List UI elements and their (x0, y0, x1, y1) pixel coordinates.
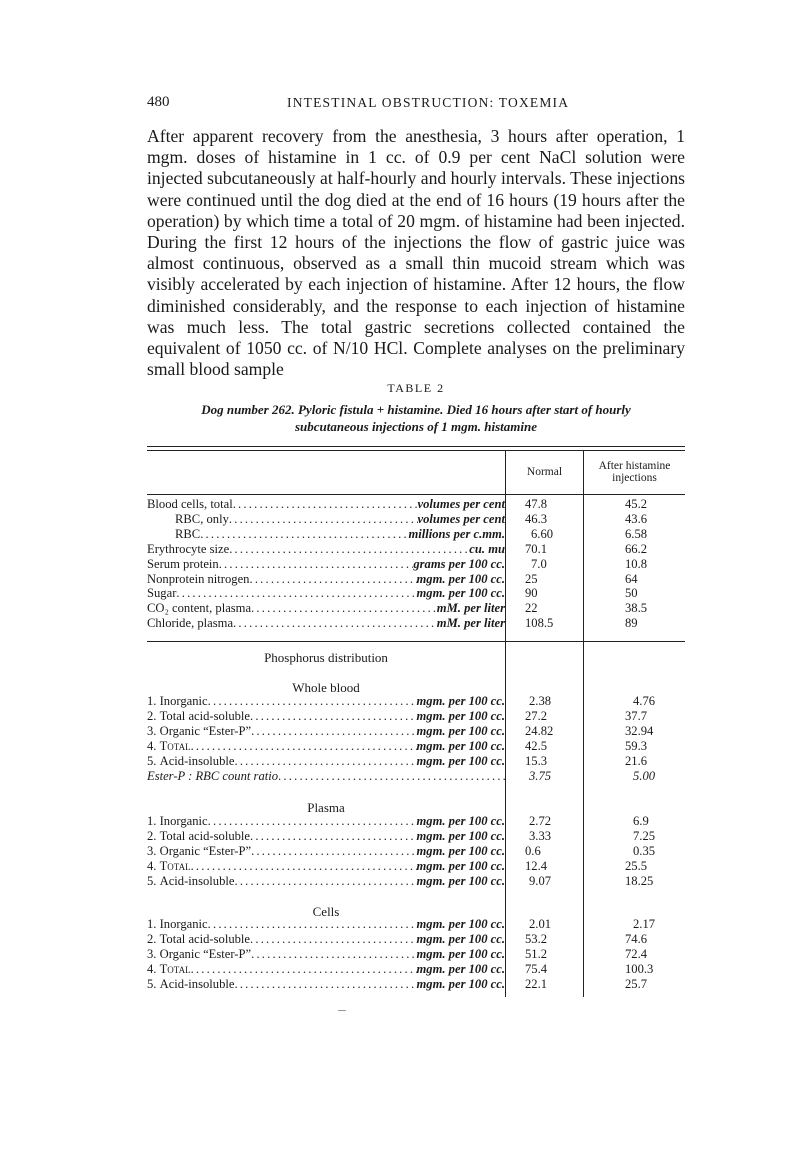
value-after: 72.4 (625, 946, 648, 961)
row-unit: mgm. per 100 cc. (416, 976, 505, 991)
row-number: 1. (147, 917, 157, 931)
row-number: 3. (147, 843, 157, 858)
table-caption: TABLE 2 (387, 381, 445, 395)
leader-dots (234, 977, 416, 992)
row-label (147, 724, 251, 739)
row-label-group (147, 917, 505, 932)
row-number: 2. (147, 828, 157, 843)
row-label (147, 709, 250, 724)
row-label-group (147, 874, 505, 889)
value-after: 74.6 (625, 931, 648, 946)
row-label-group (147, 572, 505, 587)
row-label (147, 947, 251, 962)
row-label (147, 616, 233, 631)
row-unit: mgm. per 100 cc. (416, 946, 505, 961)
value-after: 37.7 (625, 708, 648, 723)
table-row (147, 917, 685, 932)
table-row (147, 527, 685, 542)
row-label (147, 694, 208, 709)
row-label-text: Organic “Ester-P” (159, 843, 252, 858)
row-label (147, 874, 234, 889)
value-after: 10.8 (625, 556, 648, 571)
row-label-text: Inorganic (159, 814, 208, 828)
value-after: 66.2 (625, 541, 648, 556)
row-label (147, 769, 278, 784)
value-normal: 6.60 (531, 526, 554, 541)
row-label-text: Blood cells, total (147, 497, 233, 511)
value-normal: 15.3 (525, 753, 548, 768)
value-after: 25.7 (625, 976, 648, 991)
body-paragraph: After apparent recovery from the anesthesia, 3 hours after operation, 1 mgm. doses of histamine in 1 cc. of 0.9 per cent NaCl solution were injected subcutaneously at half-hourly and hourly intervals. These injections were continued until the dog died at the end of 16 hours (19 hours after the operation) by which time a total of 20 mgm. of histamine had been injected. During the first 12 hours of the injections the flow of gastric juice was almost continuous, observed as a small thin mucoid stream which was visibly accelerated by each injection of histamine. After 12 hours, the flow diminished considerably, and the response to each injection of histamine was much less. The total gastric secretions collected contained the equivalent of 1050 cc. of N/10 HCl. Complete analyses on the preliminary small blood sample (147, 126, 685, 380)
row-label-text: Acid-insoluble (159, 753, 235, 768)
value-normal: 22.1 (525, 976, 548, 991)
leader-dots (229, 542, 469, 557)
row-label-group (147, 601, 505, 616)
row-label-text: Total (159, 961, 191, 976)
row-unit: mgm. per 100 cc. (416, 873, 505, 888)
row-label-text: Sugar (147, 586, 177, 601)
row-unit: mgm. per 100 cc. (416, 931, 505, 946)
table-top-rule (147, 446, 685, 447)
row-unit: mgm. per 100 cc. (416, 814, 505, 828)
row-label (147, 844, 251, 859)
row-label (147, 917, 208, 932)
row-label-text: CO₂ content, plasma (147, 601, 252, 616)
row-label-group (147, 709, 505, 724)
row-label (147, 859, 191, 874)
row-label-text: Acid-insoluble (159, 976, 235, 991)
row-number: 3. (147, 946, 157, 961)
value-normal: 7.0 (531, 556, 547, 571)
footer-mark (338, 1010, 346, 1011)
row-unit: mgm. per 100 cc. (416, 708, 505, 723)
table-row (147, 814, 685, 829)
column-header-line: After histamine (598, 460, 671, 472)
row-label-text: Serum protein (147, 556, 219, 571)
row-number: 5. (147, 873, 157, 888)
value-after: 21.6 (625, 753, 648, 768)
row-label-text: Acid-insoluble (159, 873, 235, 888)
value-after: 50 (625, 586, 638, 601)
value-after: 7.25 (633, 828, 656, 843)
value-normal: 0.6 (525, 843, 541, 858)
row-label (175, 512, 229, 527)
row-unit: mgm. per 100 cc. (416, 738, 505, 753)
row-label-text: Inorganic (159, 917, 208, 931)
value-normal: 70.1 (525, 541, 548, 556)
row-label-group (147, 977, 505, 992)
row-label-text: Inorganic (159, 694, 208, 708)
table-row (147, 947, 685, 962)
leader-dots (251, 724, 416, 739)
table-row (147, 739, 685, 754)
leader-dots (208, 917, 417, 932)
row-unit: mgm. per 100 cc. (416, 753, 505, 768)
value-normal: 25 (525, 571, 538, 586)
leader-dots (251, 844, 416, 859)
leader-dots (208, 814, 417, 829)
row-number: 2. (147, 708, 157, 723)
row-label-group (147, 512, 505, 527)
table-subtitle (147, 402, 685, 435)
value-after: 6.58 (625, 526, 648, 541)
value-normal: 27.2 (525, 708, 548, 723)
row-label-text: Organic “Ester-P” (159, 723, 252, 738)
value-normal: 75.4 (525, 961, 548, 976)
value-after: 5.00 (633, 768, 656, 783)
value-after: 59.3 (625, 738, 648, 753)
table-section-rule (147, 641, 685, 642)
table-row (147, 512, 685, 527)
row-label-text: Total (159, 858, 191, 873)
table-row (147, 977, 685, 992)
leader-dots (250, 709, 416, 724)
row-unit: mgm. per 100 cc. (416, 694, 505, 708)
row-unit: mgm. per 100 cc. (416, 723, 505, 738)
row-label-text: Ester-P : RBC count ratio (147, 768, 279, 783)
value-normal: 2.01 (529, 917, 552, 931)
section-heading-whole-blood: Whole blood (292, 680, 360, 695)
row-number: 4. (147, 738, 157, 753)
leader-dots (191, 859, 417, 874)
row-unit: mgm. per 100 cc. (416, 858, 505, 873)
value-after: 100.3 (625, 961, 654, 976)
row-label-text: Total acid-soluble (159, 828, 251, 843)
row-unit: mgm. per 100 cc. (416, 571, 505, 586)
leader-dots (191, 962, 417, 977)
value-after: 25.5 (625, 858, 648, 873)
row-label-text: Organic “Ester-P” (159, 946, 252, 961)
row-label-group (147, 694, 505, 709)
value-normal: 108.5 (525, 616, 554, 631)
row-unit: mgm. per 100 cc. (416, 843, 505, 858)
leader-dots (249, 572, 416, 587)
row-label-text: Nonprotein nitrogen (147, 571, 250, 586)
table-row (147, 694, 685, 709)
leader-dots (278, 769, 505, 784)
value-after: 89 (625, 616, 638, 631)
row-label-group (147, 724, 505, 739)
value-after: 18.25 (625, 873, 654, 888)
value-normal: 90 (525, 586, 538, 601)
row-label (147, 497, 233, 512)
value-normal: 22 (525, 601, 538, 616)
value-normal: 24.82 (525, 723, 554, 738)
value-after: 43.6 (625, 511, 648, 526)
leader-dots (251, 601, 437, 616)
table-row (147, 724, 685, 739)
row-label-text: Total (159, 738, 191, 753)
value-normal: 46.3 (525, 511, 548, 526)
leader-dots (229, 512, 418, 527)
table-row (147, 859, 685, 874)
table-row (147, 874, 685, 889)
table-subtitle-line: subcutaneous injections of 1 mgm. histamine (295, 418, 537, 434)
table-row (147, 586, 685, 601)
section-heading-plasma: Plasma (307, 800, 345, 815)
row-label-text: Total acid-soluble (159, 931, 251, 946)
row-unit: mgm. per 100 cc. (416, 586, 505, 601)
row-number: 4. (147, 858, 157, 873)
value-normal: 2.38 (529, 694, 552, 708)
value-normal: 9.07 (529, 873, 552, 888)
row-label-group (147, 829, 505, 844)
value-normal: 3.75 (529, 768, 552, 783)
value-after: 4.76 (633, 694, 656, 708)
row-label-group (147, 616, 505, 631)
table-row (147, 601, 685, 616)
leader-dots (234, 754, 416, 769)
table-row (147, 616, 685, 631)
row-label (147, 829, 250, 844)
value-after: 6.9 (633, 814, 649, 828)
row-label (147, 739, 191, 754)
table-row (147, 769, 685, 784)
row-label (175, 527, 200, 542)
row-label (147, 814, 208, 829)
table-row (147, 932, 685, 947)
table-row (147, 557, 685, 572)
row-number: 3. (147, 723, 157, 738)
row-unit: mM. per liter (436, 616, 505, 631)
table-row (147, 572, 685, 587)
row-unit: volumes per cent (417, 511, 505, 526)
page-number: 480 (147, 94, 170, 110)
value-after: 32.94 (625, 723, 654, 738)
row-label-group (147, 557, 505, 572)
row-unit: mM. per liter (436, 601, 505, 616)
row-unit: mgm. per 100 cc. (416, 961, 505, 976)
value-normal: 12.4 (525, 858, 548, 873)
value-normal: 47.8 (525, 497, 548, 511)
row-label-text: Erythrocyte size (147, 541, 230, 556)
row-label-group (147, 962, 505, 977)
row-number: 4. (147, 961, 157, 976)
leader-dots (176, 586, 416, 601)
column-header-after (584, 460, 685, 484)
table-row (147, 709, 685, 724)
table-row (147, 844, 685, 859)
row-unit: volumes per cent (417, 497, 505, 511)
row-label-group (147, 947, 505, 962)
row-label (147, 962, 191, 977)
row-label-group (147, 739, 505, 754)
row-label-text: Chloride, plasma (147, 616, 234, 631)
table-row (147, 754, 685, 769)
table-row (147, 829, 685, 844)
row-label (147, 586, 176, 601)
row-label-text: Total acid-soluble (159, 708, 251, 723)
value-normal: 3.33 (529, 828, 552, 843)
row-number: 1. (147, 694, 157, 708)
table-row (147, 542, 685, 557)
running-head: INTESTINAL OBSTRUCTION: TOXEMIA (287, 95, 570, 110)
leader-dots (251, 947, 416, 962)
row-unit: grams per 100 cc. (413, 556, 505, 571)
row-label (147, 977, 234, 992)
row-label-text: RBC (175, 526, 201, 541)
table-row (147, 962, 685, 977)
section-heading-phosphorus: Phosphorus distribution (264, 650, 388, 665)
leader-dots (219, 557, 414, 572)
row-unit: mgm. per 100 cc. (416, 828, 505, 843)
row-label (147, 601, 251, 616)
row-number: 2. (147, 931, 157, 946)
row-label-group (147, 814, 505, 829)
table-top-rule (147, 450, 685, 451)
table-header-rule (147, 494, 685, 495)
row-label-group (147, 542, 505, 557)
leader-dots (233, 497, 418, 512)
row-label (147, 557, 219, 572)
row-label-group (147, 586, 505, 601)
leader-dots (233, 616, 437, 631)
value-after: 64 (625, 571, 638, 586)
column-header-line: injections (612, 472, 657, 484)
page-header (147, 94, 685, 114)
row-label (147, 572, 249, 587)
row-label (147, 754, 234, 769)
section-heading-cells: Cells (312, 904, 340, 919)
leader-dots (191, 739, 417, 754)
row-label-group (147, 844, 505, 859)
row-label (147, 932, 250, 947)
value-normal: 51.2 (525, 946, 548, 961)
value-normal: 2.72 (529, 814, 552, 828)
value-normal: 53.2 (525, 931, 548, 946)
leader-dots (250, 932, 416, 947)
leader-dots (234, 874, 416, 889)
row-unit: millions per c.mm. (408, 526, 505, 541)
value-after: 0.35 (633, 843, 656, 858)
row-label-group (147, 527, 505, 542)
row-label-group (147, 769, 505, 784)
leader-dots (208, 694, 417, 709)
leader-dots (250, 829, 416, 844)
leader-dots (200, 527, 408, 542)
row-label-text: RBC, only (175, 511, 229, 526)
table-row (147, 497, 685, 512)
value-after: 45.2 (625, 497, 648, 511)
row-number: 1. (147, 814, 157, 828)
column-header-normal: Normal (526, 466, 563, 478)
table-subtitle-line: Dog number 262. Pyloric fistula + histamine. Died 16 hours after start of hourly (201, 402, 631, 417)
row-label-group (147, 932, 505, 947)
row-number: 5. (147, 753, 157, 768)
value-normal: 42.5 (525, 738, 548, 753)
row-unit: mgm. per 100 cc. (416, 917, 505, 931)
row-label-group (147, 497, 505, 512)
row-label-group (147, 754, 505, 769)
row-label-group (147, 859, 505, 874)
row-unit: cu. mu (469, 541, 505, 556)
value-after: 38.5 (625, 601, 648, 616)
row-label (147, 542, 229, 557)
row-number: 5. (147, 976, 157, 991)
value-after: 2.17 (633, 917, 656, 931)
